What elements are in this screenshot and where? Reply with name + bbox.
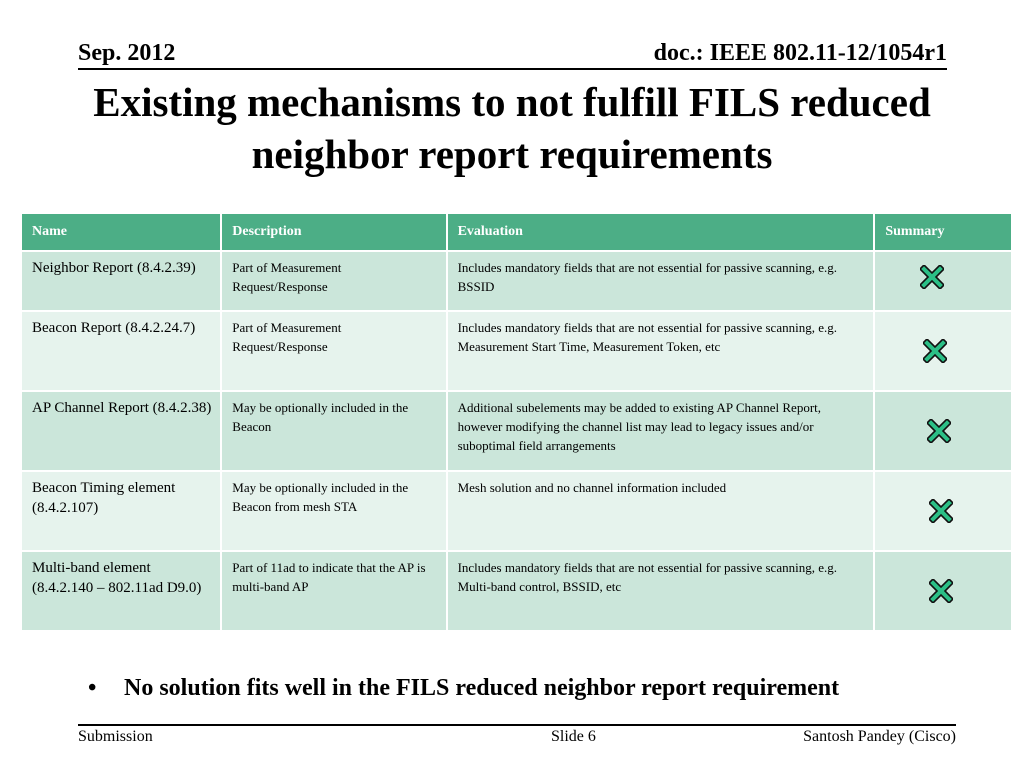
cell-evaluation: Includes mandatory fields that are not essential for passive scanning, e.g. Multi-band control, BSSID, etc [448, 552, 874, 630]
bullet-symbol: • [88, 675, 97, 701]
column-header-summary: Summary [875, 214, 1011, 250]
cell-evaluation: Mesh solution and no channel information included [448, 472, 874, 550]
cell-summary [875, 312, 1011, 390]
cell-name: Neighbor Report (8.4.2.39) [22, 252, 220, 310]
x-mark-icon [929, 499, 953, 523]
table-row [22, 252, 1011, 310]
cell-description: May be optionally included in the Beacon from mesh STA [222, 472, 445, 550]
footer-divider [78, 724, 956, 726]
x-mark-icon [929, 579, 953, 603]
header-doc-id: doc.: IEEE 802.11-12/1054r1 [653, 40, 947, 66]
cell-summary [875, 472, 1011, 550]
footer-author: Santosh Pandey (Cisco) [803, 728, 956, 745]
header-date: Sep. 2012 [78, 40, 176, 66]
mechanisms-table [20, 212, 1013, 632]
cell-evaluation: Additional subelements may be added to existing AP Channel Report, however modifying the channel list may lead to legacy issues and/or suboptimal field arrangements [448, 392, 874, 470]
cell-description: May be optionally included in the Beacon [222, 392, 445, 470]
table-header-row [22, 214, 1011, 250]
cell-name: Beacon Timing element (8.4.2.107) [22, 472, 220, 550]
cell-summary [875, 252, 1011, 310]
column-header-name: Name [22, 214, 220, 250]
column-header-evaluation: Evaluation [448, 214, 874, 250]
conclusion-bullet [88, 675, 839, 702]
cell-name: Beacon Report (8.4.2.24.7) [22, 312, 220, 390]
header-divider [78, 68, 947, 70]
cell-summary [875, 552, 1011, 630]
x-mark-icon [927, 419, 951, 443]
slide-title: Existing mechanisms to not fulfill FILS reduced neighbor report requirements [93, 79, 931, 177]
table-row [22, 552, 1011, 630]
cell-evaluation: Includes mandatory fields that are not essential for passive scanning, e.g. BSSID [448, 252, 874, 310]
footer-slide-number: Slide 6 [551, 728, 596, 745]
cell-name: AP Channel Report (8.4.2.38) [22, 392, 220, 470]
cell-description: Part of Measurement Request/Response [222, 252, 445, 310]
conclusion-text: No solution fits well in the FILS reduced neighbor report requirement [124, 675, 840, 701]
x-mark-icon [920, 265, 944, 289]
cell-summary [875, 392, 1011, 470]
table-row [22, 472, 1011, 550]
footer-submission: Submission [78, 728, 153, 745]
column-header-description: Description [222, 214, 445, 250]
table-row [22, 312, 1011, 390]
cell-description: Part of Measurement Request/Response [222, 312, 445, 390]
x-mark-icon [923, 339, 947, 363]
cell-description: Part of 11ad to indicate that the AP is multi-band AP [222, 552, 445, 630]
cell-evaluation: Includes mandatory fields that are not essential for passive scanning, e.g. Measurement Start Time, Measurement Token, etc [448, 312, 874, 390]
table-row [22, 392, 1011, 470]
cell-name: Multi-band element (8.4.2.140 – 802.11ad D9.0) [22, 552, 220, 630]
